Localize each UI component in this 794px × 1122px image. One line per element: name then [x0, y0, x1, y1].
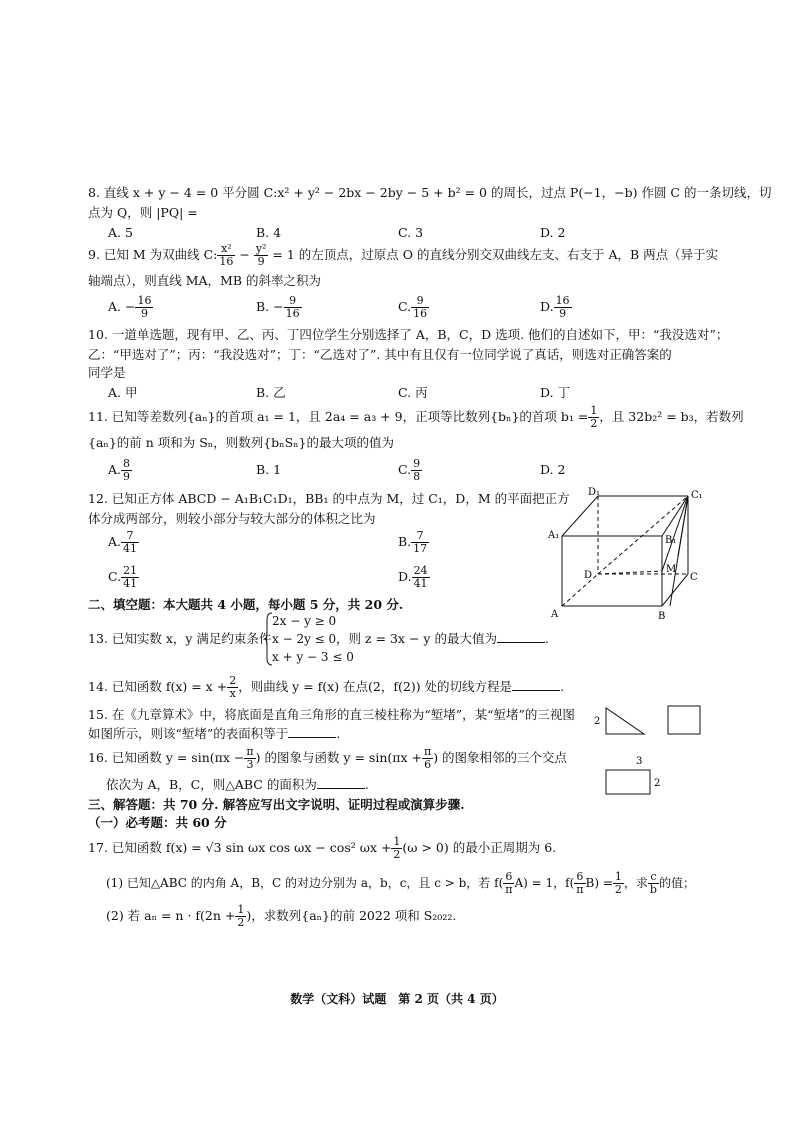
q9-frac-x: [217, 243, 235, 268]
q9-choice-b-num: 9: [284, 295, 302, 308]
q13-stem-prefix: 13. 已知实数 x，y 满足约束条件: [88, 631, 272, 646]
q12-choice-c-num: 21: [123, 564, 138, 577]
q16-frac2: [422, 746, 433, 771]
q9-prefix: 9. 已知 M 为双曲线 C:: [88, 247, 218, 262]
q9-stem-line1: [88, 242, 719, 268]
page-footer: 数学（文科）试题 第 2 页（共 4 页）: [290, 992, 504, 1006]
q11-stem-part-a: 11. 已知等差数列{aₙ}的首项 a₁ = 1，且 2a₄ = a₃ + 9，正项等比数列{bₙ}的首项 b₁ =: [88, 409, 589, 424]
q12-choice-a-num: 7: [121, 530, 139, 543]
q10-stem-line3: 同学是: [88, 365, 126, 380]
q15-stem-line2: [88, 725, 578, 743]
q14-prefix: 14. 已知函数 f(x) = x +: [88, 679, 228, 694]
q11-frac-den: 2: [590, 417, 598, 430]
q11-choice-b: B. 1: [256, 462, 282, 477]
q14-frac-den: x: [229, 687, 236, 700]
q11-frac-num: 1: [590, 404, 598, 417]
q16-frac1: [244, 746, 255, 771]
label-d1: D₁: [588, 487, 601, 498]
q17-p1-f4-num: c: [648, 871, 659, 884]
q16-frac2-num: π: [423, 745, 432, 758]
label-c: C: [690, 572, 698, 583]
q12-choice-d-num: 24: [413, 564, 428, 577]
q10-choice-b: B. 乙: [256, 385, 286, 400]
q15-front-view-triangle: [606, 708, 644, 734]
q17-suffix: (ω > 0) 的最小正周期为 6.: [402, 840, 557, 855]
q11-frac-half: [588, 405, 599, 430]
q11-choices: [108, 456, 708, 484]
q9-frac-x-den: 16: [219, 255, 234, 268]
q17-p1-f1-num: 6: [503, 871, 514, 884]
q9-choice-c-label: C.: [398, 299, 412, 314]
q10-stem-line2: 乙：“甲选对了”；丙：“我没选对”；丁：“乙选对了”. 其中有且仅有一位同学说了真话，则选对正确答案的: [88, 347, 672, 362]
q13-end: .: [544, 631, 549, 646]
q16-prefix: 16. 已知函数 y = sin(πx −: [88, 750, 245, 765]
q9-frac-x-num: x²: [217, 243, 235, 256]
q9-frac-y-den: 9: [257, 255, 265, 268]
q9-choice-a-den: 9: [140, 307, 148, 320]
label-c1: C₁: [691, 490, 703, 501]
q12-stem-line1: 12. 已知正方体 ABCD − A₁B₁C₁D₁，BB₁ 的中点为 M，过 C₁，D，M 的平面把正方: [88, 491, 570, 506]
q9-choices: [108, 293, 708, 321]
label-m: M: [666, 564, 677, 575]
q15-end: .: [336, 726, 341, 741]
q12-choice-b-den: 17: [413, 542, 428, 555]
q11-choice-d: D. 2: [540, 462, 566, 477]
q9-choice-a: [108, 293, 153, 321]
q12-choice-b-label: B.: [398, 534, 412, 549]
q17-p1-f1-den: π: [505, 883, 513, 896]
q9-choice-d-num: 16: [555, 294, 570, 307]
q9-stem-line2: 轴端点），则直线 MA，MB 的斜率之积为: [88, 273, 322, 288]
q13-constraint-2: x − 2y ≤ 0: [272, 632, 337, 646]
q14-stem: [88, 674, 708, 700]
q9-choice-c: [398, 293, 429, 321]
q14-answer-blank[interactable]: [512, 678, 560, 691]
q15-three-view-figure: [594, 700, 706, 800]
q8-choice-b: B. 4: [256, 225, 282, 240]
q11-choice-c-num: 9: [413, 457, 421, 470]
q11-choice-c: [398, 456, 422, 484]
q12-choice-a: [108, 528, 139, 556]
q15-label-left-2: 2: [594, 716, 601, 727]
line-c1-diag: [678, 496, 688, 556]
label-d: D: [584, 570, 593, 581]
q11-stem-line2: {aₙ}的前 n 项和为 Sₙ，则数列{bₙSₙ}的最大项的值为: [88, 435, 394, 450]
edge-b1c1: [662, 496, 688, 536]
q8-choice-d: D. 2: [540, 225, 566, 240]
q12-choice-c-den: 41: [123, 577, 138, 590]
q15-line2-text: 如图所示，则该“堑堵”的表面积等于: [88, 726, 289, 741]
label-b1: B₁: [665, 535, 677, 546]
q16-frac2-den: 6: [424, 758, 432, 771]
q17-p1-f2-num: 6: [574, 871, 585, 884]
subsection-required: （一）必考题：共 60 分: [88, 815, 227, 830]
q17-part2-suffix: )，求数列{aₙ}的前 2022 项和 S₂₀₂₂.: [246, 908, 457, 923]
q16-line2-text: 依次为 A，B，C，则△ABC 的面积为: [106, 777, 317, 792]
q17-p1-f3-num: 1: [614, 870, 622, 883]
q12-choice-a-label: A.: [108, 534, 122, 549]
q17-part1-mid2: B) =: [585, 876, 613, 890]
q15-answer-blank[interactable]: [288, 725, 336, 738]
q13-constraint-1: 2x − y ≥ 0: [272, 614, 337, 628]
q17-prefix: 17. 已知函数 f(x) = √3 sin ωx cos ωx − cos² ωx +: [88, 840, 392, 855]
q9-suffix: = 1 的左顶点，过原点 O 的直线分别交双曲线左支、右支于 A，B 两点（异于实: [268, 247, 719, 262]
q11-choice-c-den: 8: [413, 470, 421, 483]
q13-suffix-text: ，则 z = 3x − y 的最大值为: [336, 631, 497, 646]
edge-a1d1: [562, 496, 598, 536]
q17-part1-end: 的值；: [658, 876, 695, 890]
q17-frac-den: 2: [393, 848, 401, 861]
q15-label-top-3: 3: [636, 756, 643, 767]
edge-bc: [662, 574, 688, 606]
q9-choice-d-label: D.: [540, 299, 554, 314]
q10-choices: [108, 382, 708, 404]
q12-choice-c-label: C.: [108, 569, 122, 584]
q9-choice-d-den: 9: [559, 307, 567, 320]
q16-suffix: ) 的图象相邻的三个交点: [433, 750, 568, 765]
q10-stem-line1: 10. 一道单选题，现有甲、乙、丙、丁四位学生分别选择了 A，B，C，D 选项. 他们的自述如下，甲：“我没选对”；: [88, 327, 729, 342]
q12-choice-b: [398, 528, 429, 556]
q8-choice-c: C. 3: [398, 225, 424, 240]
q9-frac-y: [254, 243, 269, 268]
q15-stem-line1: 15. 在《九章算术》中，将底面是直角三角形的直三棱柱称为“堑堵”，某“堑堵”的三视图: [88, 707, 575, 722]
label-a1: A₁: [548, 530, 560, 541]
q11-stem-line1: [88, 404, 744, 430]
q13-answer-blank[interactable]: [497, 630, 545, 643]
q9-choice-d: [540, 293, 572, 321]
q9-frac-y-num: y²: [255, 242, 267, 255]
q9-choice-b: [256, 293, 302, 321]
q12-choice-d-label: D.: [398, 569, 412, 584]
q9-choice-a-label: A. −: [108, 299, 136, 314]
section-fill-in-heading: 二、填空题：本大题共 4 小题，每小题 5 分，共 20 分.: [88, 597, 404, 612]
q12-choices-row1: [108, 528, 508, 556]
q12-choices-row2: [108, 563, 508, 591]
q15-side-view-rect: [668, 706, 700, 734]
q17-frac-num: 1: [393, 835, 401, 848]
q9-choice-a-num: 16: [137, 294, 152, 307]
q9-choice-b-label: B. −: [256, 299, 284, 314]
q16-end: .: [364, 777, 369, 792]
label-a: A: [551, 609, 559, 620]
q9-minus: −: [235, 247, 254, 262]
q17-p1-f4-den: b: [649, 883, 657, 896]
q12-choice-d: [398, 563, 430, 591]
q14-frac-num: 2: [229, 674, 237, 687]
q14-suffix: ，则曲线 y = f(x) 在点(2，f(2)) 处的切线方程是: [238, 679, 513, 694]
q12-choice-d-den: 41: [413, 577, 428, 590]
q17-part1-mid1: A) = 1，f(: [514, 876, 575, 890]
q17-part2: [106, 902, 706, 930]
q13-stem-suffix: [336, 630, 636, 648]
q12-choice-c: [108, 563, 139, 591]
q16-stem-line1: [88, 744, 608, 772]
label-b: B: [658, 611, 666, 622]
q13-constraint-3: x + y − 3 ≤ 0: [272, 650, 354, 664]
q16-stem-line2: [106, 776, 586, 794]
q14-end: .: [560, 679, 565, 694]
q17-p2-f-den: 2: [237, 916, 245, 929]
q16-answer-blank[interactable]: [317, 776, 365, 789]
q16-frac1-den: 3: [246, 758, 254, 771]
q17-part1: [106, 868, 706, 898]
q11-choice-a-den: 9: [123, 470, 131, 483]
q17-part1-prefix: (1) 已知△ABC 的内角 A，B，C 的对边分别为 a，b，c，且 c > b，若 f(: [106, 876, 504, 890]
q9-choice-b-den: 16: [285, 307, 300, 320]
q17-stem: [88, 834, 708, 862]
q17-p2-f-num: 1: [237, 903, 245, 916]
q16-frac1-num: π: [246, 745, 254, 758]
q10-choice-d: D. 丁: [540, 385, 571, 400]
q11-choice-a-num: 8: [123, 457, 131, 470]
q17-part1-mid3: ，求: [623, 876, 648, 890]
q11-stem-part-b: ，且 32b₂² = b₃，若数列: [599, 409, 744, 424]
q17-p1-f3-den: 2: [614, 883, 622, 896]
q11-choice-a: [108, 456, 132, 484]
q12-choice-b-num: 7: [411, 530, 429, 543]
q9-choice-c-den: 16: [413, 307, 428, 320]
q10-choice-c: C. 丙: [398, 385, 428, 400]
q8-stem-line2: 点为 Q，则 |PQ| =: [88, 205, 198, 220]
q8-stem-line1: 8. 直线 x + y − 4 = 0 平分圆 C:x² + y² − 2bx − 2by − 5 + b² = 0 的周长，过点 P(−1，−b) 作圆 C 的一条切线，切: [88, 185, 772, 200]
section-solutions-heading: 三、解答题：共 70 分. 解答应写出文字说明、证明过程或演算步骤.: [88, 797, 465, 812]
q14-frac: [227, 675, 238, 700]
q16-mid: ) 的图象与函数 y = sin(πx +: [255, 750, 422, 765]
q12-stem-line2: 体分成两部分，则较小部分与较大部分的体积之比为: [88, 511, 376, 526]
q17-frac: [391, 836, 402, 861]
q11-choice-c-label: C.: [398, 462, 412, 477]
q15-label-right-2: 2: [654, 778, 661, 789]
q17-part2-prefix: (2) 若 aₙ = n · f(2n +: [106, 908, 236, 923]
q8-choice-a: A. 5: [108, 225, 133, 240]
q11-choice-a-label: A.: [108, 462, 122, 477]
edge-ad-hidden: [562, 574, 598, 606]
q8-choices: [108, 222, 708, 244]
q9-choice-c-num: 9: [411, 295, 429, 308]
q15-top-view-rect: [606, 770, 650, 794]
q10-choice-a: A. 甲: [108, 385, 138, 400]
q12-cube-figure: [548, 486, 708, 626]
q12-choice-a-den: 41: [123, 542, 138, 555]
q17-p1-f2-den: π: [576, 883, 584, 896]
